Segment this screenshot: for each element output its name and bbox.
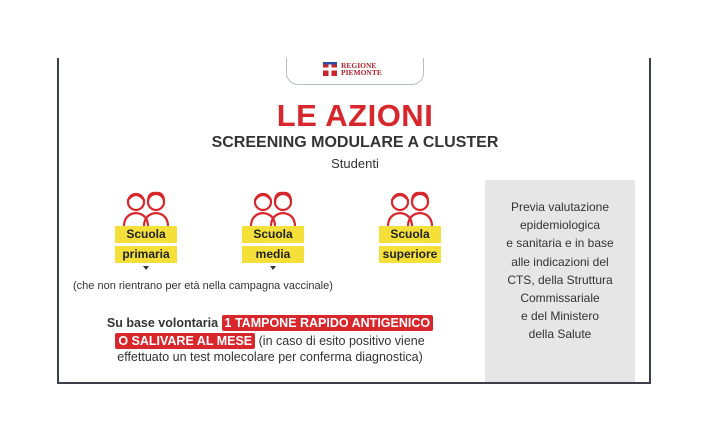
body-lead: Su base volontaria: [106, 316, 219, 330]
page-subtitle: SCREENING MODULARE A CLUSTER: [211, 134, 499, 151]
body-line-3: effettuato un test molecolare per conferma diagnostica): [117, 350, 423, 364]
highlight-salivare: O SALIVARE AL MESE: [115, 333, 255, 349]
info-line: alle indicazioni del: [511, 254, 609, 269]
logo-line-1: REGIONE: [341, 60, 377, 70]
regione-piemonte-logo: [322, 61, 382, 77]
piemonte-shield-icon: [322, 61, 338, 77]
tag-line-1: Scuola: [379, 226, 441, 243]
info-panel-text: [485, 198, 635, 344]
info-line: della Salute: [528, 327, 592, 342]
group-superiore: [375, 188, 445, 263]
info-line: Commissariale: [520, 291, 600, 306]
tag-line-1: Scuola: [115, 226, 177, 243]
info-line: e sanitaria e in base: [506, 236, 614, 251]
students-icon: [385, 188, 435, 226]
info-line: e del Ministero: [520, 309, 600, 324]
body-line-2: [0, 334, 540, 348]
page-title: LE AZIONI: [276, 98, 434, 133]
tag-line-2: primaria: [115, 246, 177, 263]
students-icon: [248, 188, 298, 226]
students-icon: [121, 188, 171, 226]
info-line: epidemiologica: [519, 218, 601, 233]
highlight-tampone: 1 TAMPONE RAPIDO ANTIGENICO: [222, 315, 434, 331]
group-media: [238, 188, 308, 270]
tag-line-1: Scuola: [242, 226, 304, 243]
age-note: (che non rientrano per età nella campagna vaccinale): [73, 280, 333, 292]
info-line: CTS, della Struttura: [507, 272, 613, 287]
group-primaria: [111, 188, 181, 270]
audience-label: Studenti: [331, 156, 379, 171]
body-line-1: [0, 316, 540, 330]
arrow-down-icon: [270, 266, 276, 270]
info-line: Previa valutazione: [510, 200, 610, 214]
body-rest-1: (in caso di esito positivo viene: [258, 334, 425, 348]
tag-line-2: superiore: [379, 246, 441, 263]
tag-line-2: media: [242, 246, 304, 263]
logo-line-2: PIEMONTE: [341, 68, 382, 77]
arrow-down-icon: [143, 266, 149, 270]
